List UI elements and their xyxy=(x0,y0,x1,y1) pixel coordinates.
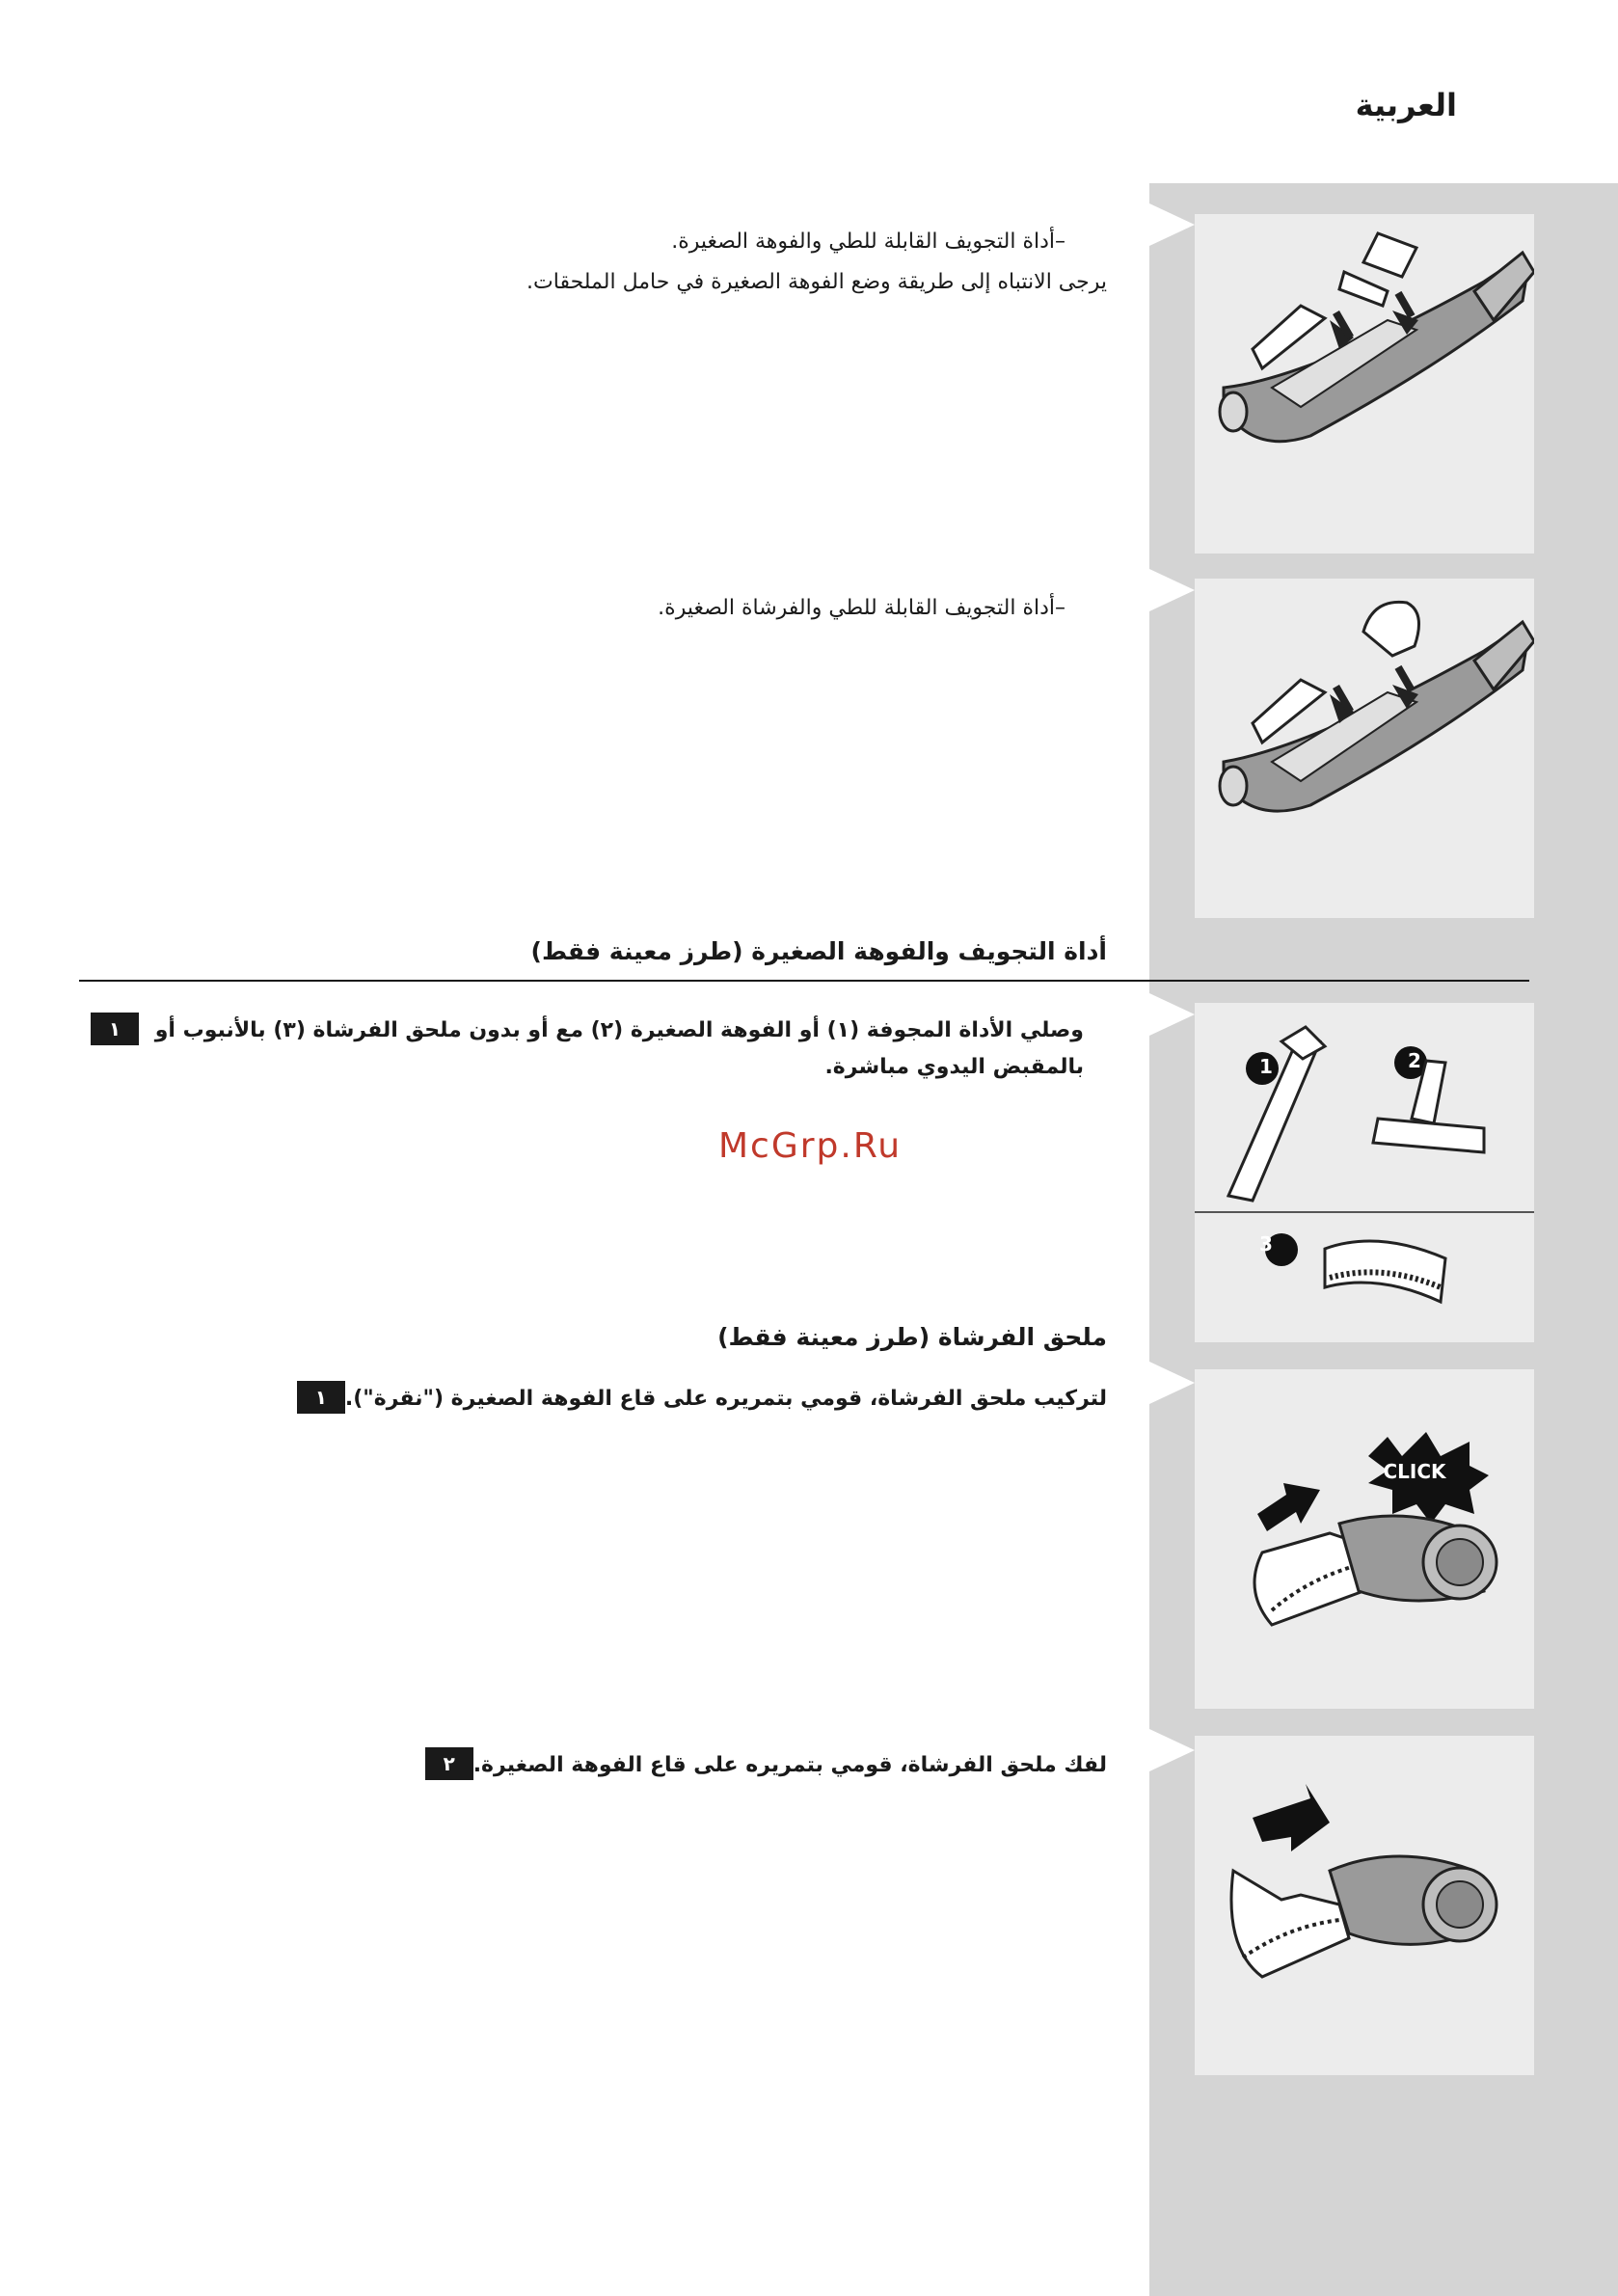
step-number-badge: ٢ xyxy=(425,1747,473,1780)
step-text: لفك ملحق الفرشاة، قومي بتمريره على قاع الفوهة الصغيرة. xyxy=(472,1753,1107,1777)
illustration-accessories-numbered xyxy=(1195,1003,1534,1342)
page-language-title: العربية xyxy=(1355,87,1457,123)
step-number-badge: ١ xyxy=(91,1013,139,1045)
list-dash: – xyxy=(1055,230,1065,254)
crevice-step-1 xyxy=(85,1013,1107,1086)
list-dash: – xyxy=(1055,596,1065,620)
illustration-detach-brush xyxy=(1195,1736,1534,2075)
attachment-item-text: أداة التجويف القابلة للطي والفرشاة الصغيرة. xyxy=(658,596,1055,620)
attachment-item-text: أداة التجويف القابلة للطي والفوهة الصغيرة. xyxy=(671,230,1055,254)
illustration-accessory-holder-brush xyxy=(1195,579,1534,918)
attachment-note: يرجى الانتباه إلى طريقة وضع الفوهة الصغيرة في حامل الملحقات. xyxy=(526,270,1107,294)
step-number-badge: ١ xyxy=(297,1381,345,1414)
attachment-item-nozzle xyxy=(671,224,1107,260)
accessory-number-3: 3 xyxy=(1259,1232,1273,1256)
brush-section-heading: ملحق الفرشاة (طرز معينة فقط) xyxy=(717,1323,1107,1351)
brush-step-1 xyxy=(291,1381,1107,1418)
attachment-item-brush xyxy=(658,590,1107,627)
panel-divider xyxy=(1195,1211,1534,1213)
brush-step-2 xyxy=(419,1747,1107,1784)
crevice-section-heading: أداة التجويف والفوهة الصغيرة (طرز معينة فقط) xyxy=(530,937,1107,965)
click-burst-label: CLICK xyxy=(1383,1460,1446,1483)
illustration-accessory-holder-nozzle xyxy=(1195,214,1534,554)
accessory-number-1: 1 xyxy=(1259,1055,1273,1078)
watermark: McGrp.Ru xyxy=(718,1126,903,1166)
step-text: وصلي الأداة المجوفة (١) أو الفوهة الصغيرة (٢) مع أو بدون ملحق الفرشاة (٣) بالأنبوب أو بالمقبض اليدوي مباشرة. xyxy=(154,1018,1084,1079)
step-text: لتركيب ملحق الفرشاة، قومي بتمريره على قاع الفوهة الصغيرة ("نقرة"). xyxy=(344,1387,1107,1411)
accessory-number-2: 2 xyxy=(1408,1049,1421,1072)
panel-pointer xyxy=(1149,1362,1195,1404)
panel-pointer xyxy=(1149,569,1195,611)
section-divider xyxy=(79,980,1529,982)
illustration-attach-brush xyxy=(1195,1369,1534,1709)
panel-pointer xyxy=(1149,993,1195,1036)
panel-pointer xyxy=(1149,203,1195,246)
panel-pointer xyxy=(1149,1729,1195,1771)
